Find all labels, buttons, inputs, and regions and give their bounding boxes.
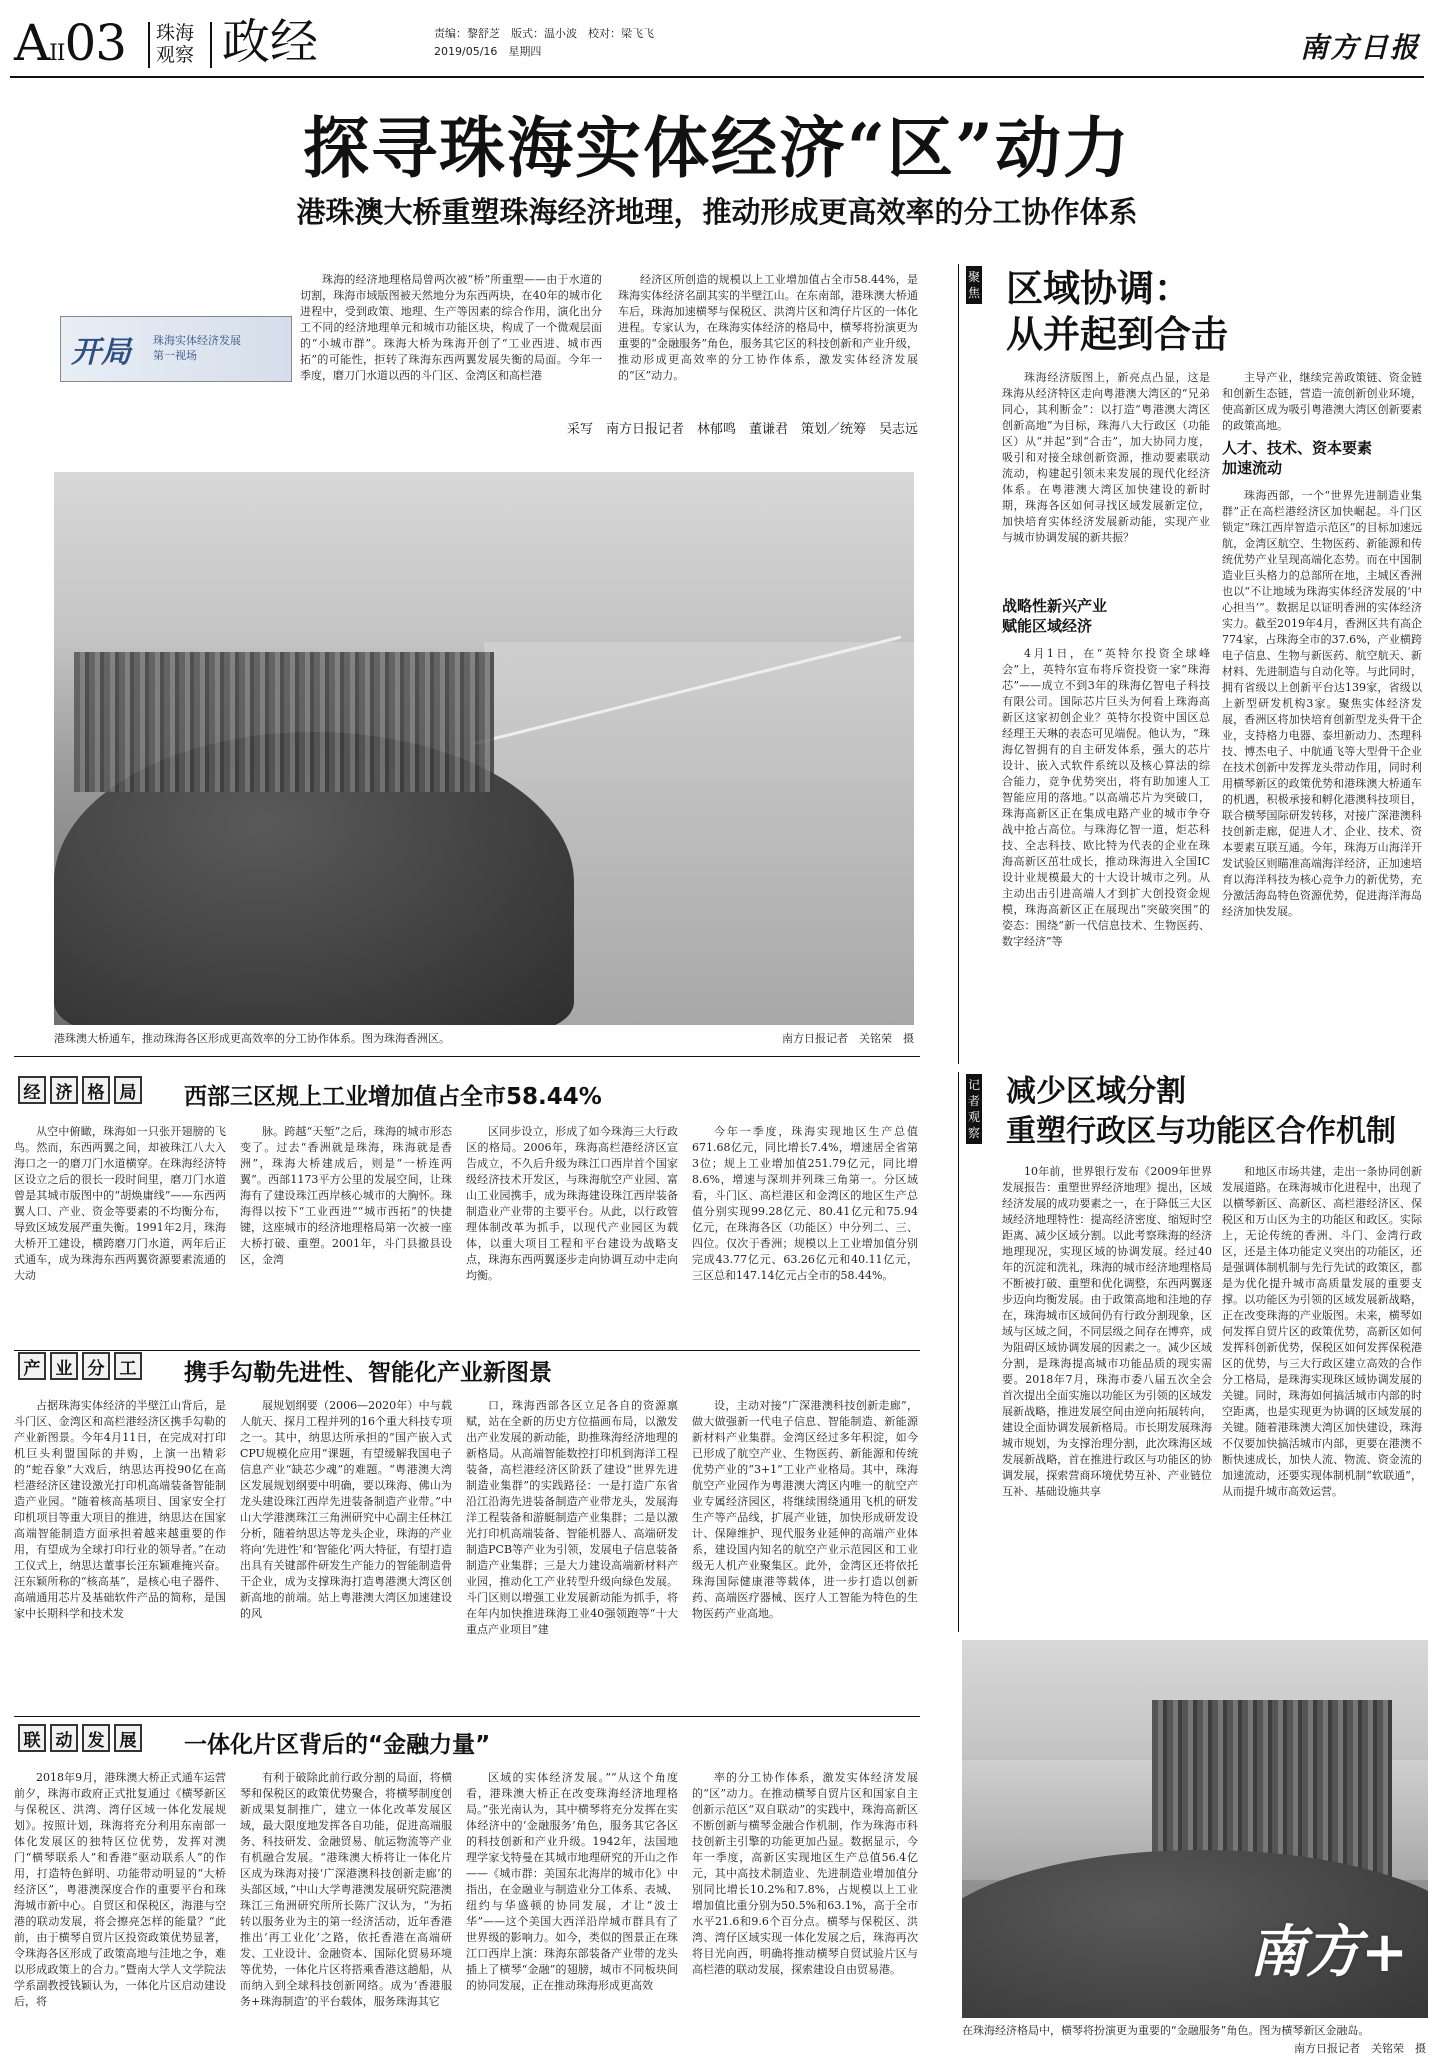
masthead-rule (10, 76, 1424, 78)
article-column: 脉。跨越“天堑”之后，珠海的城市形态变了。过去“香洲就是珠海，珠海就是香洲”，珠海大桥建成后，则是“一桥连两翼”。西部1173平方公里的发展空间，让珠海有了建设珠江西岸核心城市的大胸怀。珠海得以按下“工业西进”“城市西拓”的快捷键，这座城市的经济地理格局第一次被一座大桥打破、重塑。2001年，斗门县撤县设区，金湾 (240, 1125, 452, 1266)
section-rule (14, 1350, 920, 1351)
article-column: 展规划纲要（2006—2020年）中与载人航天、探月工程并列的16个重大科技专项之一。其中，纳思达所承担的“国产嵌入式CPU规模化应用”课题，有望缓解我国电子信息产业“缺芯少魂”的难题。“粤港澳大湾区发展规划纲要中明确，要以珠海、佛山为龙头建设珠江西岸先进装备制造产业带。”中山大学港澳珠江三角洲研究中心副主任林江分析，随着纳思达等龙头企业，珠海的产业将向‘先进性’和‘智能化’两大特征，有望打造出具有关键部件研发生产能力的智能制造骨干企业，成为支撑珠海打造粤港澳大湾区创新高地的前端。站上粤港澳大湾区加速建设的风 (240, 1399, 452, 1620)
article-column: 从空中俯瞰，珠海如一只张开翅膀的飞鸟。然而，东西两翼之间，却被珠江八大入海口之一的磨刀门水道横穿。在珠海经济特区设立之后的很长一段时间里，磨刀门水道曾是其城市版图中的“胡焕庸线”——东西两翼人口、产业、资金等要素的不均衡分布，导致区域发展严重失衡。1991年2月，珠海大桥开工建设，横跨磨刀门水道，两年后正式通车，成为珠海东西两翼资源要素流通的大动 (14, 1125, 226, 1282)
main-photo-caption: 港珠澳大桥通车，推动珠海各区形成更高效率的分工协作体系。图为珠海香洲区。 (54, 1032, 450, 1045)
section-title: 一体化片区背后的“金融力量” (184, 1732, 491, 1758)
sidebar-subhead: 战略性新兴产业 赋能区域经济 (1002, 597, 1108, 635)
sidebar-subhead: 人才、技术、资本要素 加速流动 (1222, 439, 1373, 477)
sidebar-title: 区域协调： 从并起到合击 (1006, 267, 1228, 356)
article-column: 有利于破除此前行政分割的局面，将横琴和保税区的政策优势聚合，将横琴制度创新成果复制推广，建立一体化改革发展区域，最大限度地发挥各自功能，促进高端服务、科技研发、金融贸易、航运物流等产业有机融合发展。“港珠澳大桥将让一体化片区成为珠海对接‘广深港澳科技创新走廊’的头部区域，”中山大学粤港澳发展研究院港澳珠江三角洲研究所所长陈广汉认为，“为拓转以服务业为主的第一经济活动，近年香港推出‘再工业化’之路，依托香港在高端研发、工业设计、金融资本、国际化贸易环境等优势，一体化片区将搭乘香港这趟船，从而纳入到全球科技创新网络。成为‘香港服务+珠海制造’的平台载体，服务珠海其它 (240, 1771, 452, 2008)
editor-credits: 责编：黎舒芝 版式：温小波 校对：梁飞飞 (434, 27, 654, 40)
sidebar-tag: 聚焦 (966, 266, 982, 304)
sidebar-tag: 记者观察 (966, 1074, 982, 1144)
section-rule (14, 1056, 920, 1057)
intro-column: 经济区所创造的规模以上工业增加值占全市58.44%，是珠海实体经济名副其实的半壁江山。在东南部，港珠澳大桥通车后，珠海加速横琴与保税区、洪湾片区和湾仔片区的一体化进程。专家认为，在珠海实体经济的格局中，横琴将扮演更为重要的“金融服务”角色，服务其它区的科技创新和产业升级，推动形成更高效率的分工协作体系，激发实体经济发展的“区”动力。 (618, 273, 918, 382)
newspaper-logo: 南方日报 (1299, 31, 1420, 64)
section-name: 政经 (222, 14, 319, 70)
series-banner-logo: 开局 (71, 335, 131, 370)
subheadline: 港珠澳大桥重塑珠海经济地理，推动形成更高效率的分工协作体系 (296, 195, 1138, 229)
sidebar-column: 珠海经济版图上，新亮点凸显，这是珠海从经济特区走向粤港澳大湾区的“兄弟同心，其利断金”：以打造“粤港澳大湾区创新高地”为目标，珠海八大行政区（功能区）从“并起”到“合击”，加大协同力度，吸引和对接全球创新资源，推动要素联动流动，构建起引领未来发展的现代化经济体系。在粤港澳大湾区加快建设的新时期，珠海各区如何寻找区域发展新定位，加快培育实体经济发展新动能，实现产业与城市协调发展的新共振？ (1002, 371, 1210, 544)
article-column: 今年一季度，珠海实现地区生产总值671.68亿元，同比增长7.4%，增速居全省第3位；规上工业增加值251.79亿元，同比增8.6%，增速与深圳并列珠三角第一。分区域看，斗门区、高栏港区和金湾区的地区生产总值分别实现99.28亿元、80.41亿元和75.94亿元，在珠海各区（功能区）中分列二、三、四位。仅次于香洲；规模以上工业增加值分别完成43.77亿元、63.26亿元和40.11亿元，三区总和147.14亿元占全市的58.44%。 (692, 1125, 918, 1282)
sidebar-column: 10年前，世界银行发布《2009年世界发展报告：重塑世界经济地理》提出，区域经济发展的成功要素之一，在于降低三大区域经济地理特性：提高经济密度、缩短时空距离、减少区域分割。以此考察珠海的经济地理现况，实现区域的协调发展。经过40年的沉淀和洗礼，珠海的城市经济地理格局不断被打破、重塑和优化调整，东西两翼逐步迈向均衡发展。由于政策高地和洼地的存在，珠海城市区域间仍有行政分割现象，区域与区域之间，不同层级之间存在博弈，成为阻碍区域协调发展的因素之一。减少区域分割，是珠海提高城市功能品质的现实需要。2018年7月，珠海市委八届五次全会首次提出全面实施以功能区为引领的区域发展新战略，推进发展空间由逆向拓展转向，建设全面协调发展新格局。市长期发展珠海城市规划，为支撑治理分割，此次珠海区域发展新战略，首在推进行政区与功能区的协调发展，探索营商环境优势互补、产业链位互补、基础设施共享 (1002, 1165, 1212, 1498)
series-banner-label: 珠海实体经济发展 第一视场 (153, 334, 241, 362)
masthead-divider (148, 22, 150, 68)
sidebar-column: 主导产业，继续完善政策链、资金链和创新生态链，营造一流创新创业环境，使高新区成为吸引粤港澳大湾区创新要素的政策高地。 (1222, 371, 1422, 432)
byline: 采写 南方日报记者 林郁鸣 董谦君 策划／统筹 吴志远 (566, 422, 918, 437)
sidebar-column: 4月1日，在“英特尔投资全球峰会”上，英特尔宣布将斥资投资一家“珠海芯”——成立不到3年的珠海亿智电子科技有限公司。国际芯片巨头为何看上珠海高新区这家初创企业？英特尔投资中国区总经理王天琳的表态可见端倪。他认为，“珠海亿智拥有的自主研发体系，强大的芯片设计、嵌入式软件系统以及核心算法的综合能力，竞争优势突出，将有助加速人工智能应用的落地。”以高端芯片为突破口，珠海高新区正在集成电路产业的城市争夺战中抢占高位。与珠海亿智一道，炬芯科技、全志科技、欧比特为代表的企业在珠海高新区茁壮成长，推动珠海进入全国IC设计业规模最大的十大设计城市之列。从主动出击引进高端人才到扩大创投资金规模，珠海高新区正在展现出“突破突围”的姿态：围绕“新一代信息技术、生物医药、数字经济”等 (1002, 647, 1210, 948)
headline: 探寻珠海实体经济“区”动力 (303, 109, 1131, 187)
section-rule (14, 1716, 920, 1717)
section-tag: 产 业 分 工 (18, 1352, 142, 1380)
page-number: AII03 (14, 14, 127, 72)
section-tag: 经 济 格 局 (18, 1076, 142, 1104)
section-tag: 联 动 发 展 (18, 1724, 142, 1752)
article-column: 设，主动对接“广深港澳科技创新走廊”，做大做强新一代电子信息、智能制造、新能源新材料产业集群。金湾区经过多年积淀，如今已形成了航空产业、生物医药、新能源和传统优势产业的“3+1”工业产业格局。其中，珠海航空产业园作为粤港澳大湾区内唯一的航空产业专属经济园区，将继续围绕通用飞机的研发生产等产品线，扩展产业链，加快形成研发设计、保障维护、现代服务业延伸的高端产业体系，建设国内知名的航空产业示范园区和工业级无人机产业聚集区。此外，金湾区还将依托珠海国际健康港等载体，进一步打造以创新药、高端医疗器械、医疗人工智能为特色的生物医药产业高地。 (692, 1399, 918, 1620)
watermark-logo: 南方+ (1249, 1919, 1408, 1985)
sidebar-divider (958, 1072, 959, 1632)
bottom-photo (962, 1640, 1428, 2018)
article-column: 2018年9月，港珠澳大桥正式通车运营前夕，珠海市政府正式批复通过《横琴新区与保税区、洪湾、湾仔区域一体化发展规划》。按照计划，珠海将充分利用东南部一体化发展区的独特区位优势，发挥对澳门“横琴联系人”和香港“驱动联系人”的作用，打造特色鲜明、功能带动明显的“大桥经济区”，粤港澳深度合作的重要平台和珠海城市新中心。自贸区和保税区，海港与空港的联动发展，将会擦亮怎样的能量？“此前，由于横琴自贸片区投资政策优势显著，令珠海各区形成了政策高地与洼地之争，难以形成政策上的合力。”暨南大学人文学院法学系副教授钱颖认为，一体化片区启动建设后，将 (14, 1771, 226, 2008)
article-column: 区域的实体经济发展。”“从这个角度看，港珠澳大桥正在改变珠海经济地理格局。”张光南认为，其中横琴将充分发挥在实体经济中的‘金融服务’角色，服务其它各区的科技创新和产业升级。1942年，法国地理学家戈特曼在其城市地理研究的开山之作——《城市群：美国东北海岸的城市化》中指出，在金融业与制造业分工体系、表城、纽约与华盛顿的协同发展，才让“波士华”——这个美国大西洋沿岸城市群具有了世界级的影响力。如今，类似的图景正在珠江口西岸上演：珠海东部装备产业带的龙头插上了横琴“金融”的翅膀，城市不同板块间的协同发展，正在推动珠海形成更高效 (466, 1771, 678, 1992)
section-title: 西部三区规上工业增加值占全市58.44% (184, 1084, 602, 1110)
bottom-photo-caption: 在珠海经济格局中，横琴将扮演更为重要的“金融服务”角色。图为横琴新区金融岛。 (962, 2024, 1370, 2037)
intro-column: 珠海的经济地理格局曾两次被“桥”所重塑——由于水道的切割，珠海市域版图被天然地分为东西两块，在40年的城市化进程中，受到政策、地理、生产等因素的综合作用，演化出分工不同的经济地理单元和城市功能区块，构成了一个微观层面的“小城市群”。珠海大桥为珠海开创了“工业西进、城市西拓”的可能性，拒转了珠海东西两翼发展失衡的局面。今年一季度，磨刀门水道以西的斗门区、金湾区和高栏港 (300, 273, 602, 382)
sidebar-column: 珠海西部，一个“世界先进制造业集群”正在高栏港经济区加快崛起。斗门区锁定“珠江西岸智造示范区”的目标加速远航，金湾区航空、生物医药、新能源和传统优势产业呈现高端化态势。而在中国制造业巨头格力的总部所在地，主城区香洲也以“不让地域为珠海实体经济发展的‘中心担当’”。数据足以证明香洲的实体经济实力。截至2019年4月，香洲区共有高企774家，占珠海全市的37.6%，产业横跨电子信息、生物与新医药、航空航天、新材料、先进制造与自动化等。与此同时，拥有省级以上创新平台达139家，省级以上新型研发机构3家。聚焦实体经济发展，香洲区将加快培育创新型龙头骨干企业，支持格力电器、泰坦新动力、杰理科技、博杰电子、中航通飞等大型骨干企业在技术创新中发挥龙头带动作用，同时利用横琴新区的政策优势和港珠澳大桥通车的机遇，积极承接和孵化港澳科技项目，联合横琴国际研发转移，对接广深港澳科技创新走廊，促进人才、企业、技术、资本要素互联互通。今年，珠海万山海洋开发试验区则瞄准高端海洋经济，正加速培育以海洋科技为核心竞争力的新优势，充分激活海岛特色资源优势，促进海洋海岛经济加快发展。 (1222, 489, 1422, 918)
main-photo (54, 472, 914, 1025)
article-column: 区同步设立，形成了如今珠海三大行政区的格局。2006年，珠海高栏港经济区宣告成立，不久后升级为珠江口西岸首个国家级经济技术开发区，与珠海航空产业园、富山工业园携手，成为珠海建设珠江西岸装备制造业产业带的主要平台。从此，以行政管理体制改革为抓手，以现代产业园区为载体，以重大项目工程和平台建设为战略支点，珠海东西两翼逐步走向协调互动中走向均衡。 (466, 1125, 678, 1282)
sidebar-title: 减少区域分割 重塑行政区与功能区合作机制 (1006, 1074, 1396, 1149)
issue-date: 2019/05/16 星期四 (434, 45, 542, 58)
main-photo-credit: 南方日报记者 关铭荣 摄 (782, 1032, 914, 1045)
article-column: 占据珠海实体经济的半壁江山背后，是斗门区、金湾区和高栏港经济区携手勾勒的产业新图景。今年4月11日，在完成对打印机巨头利盟国际的并购，上演一出精彩的“蛇吞象”大戏后，纳思达再投90亿在高栏港经济区建设激光打印机高端装备智能制造产业园。“随着核高基项目、国家安全打印机项目等重大项目的推进，纳思达在国家高端智能制造方面承担着越来越重要的作用，有望成为全球打印行业的领导者。”在动工仪式上，纳思达董事长汪东颖难掩兴奋。汪东颖所称的“核高基”，是核心电子器件、高端通用芯片及基础软件产品的简称，是国家中长期科学和技术发 (14, 1399, 226, 1620)
region-label: 珠海 观察 (156, 22, 195, 66)
article-column: 率的分工协作体系，激发实体经济发展的“区”动力。在推动横琴自贸片区和国家自主创新示范区“双自联动”的实践中，珠海高新区不断创新与横琴金融合作机制，作为珠海市科技创新主引擎的功能更加凸显。数据显示，今年一季度，高新区实现地区生产总值56.4亿元，其中高技术制造业、先进制造业增加值分别同比增长10.2%和7.8%，占规模以上工业增加值比重分别为50.5%和63.1%，高于全市水平21.6和9.6个百分点。横琴与保税区、洪湾、湾仔区域实现一体化发展之后，珠海再次将目光向西，明确将推动横琴自贸试验片区与高栏港的联动发展，探索建设自由贸易港。 (692, 1771, 918, 1976)
sidebar-column: 和地区市场共建，走出一条协同创新发展道路。在珠海城市化进程中，出现了以横琴新区、高新区、高栏港经济区、保税区和万山区为主的功能区和政区。实际上，无论传统的香洲、斗门、金湾行政区，还是主体功能定义突出的功能区，还是强调体制机制与先行先试的政策区，都是为优化提升城市高质量发展的重要支撑。以功能区为引领的区域发展新战略，正在改变珠海的产业版图。未来，横琴如何发挥自贸片区的政策优势，高新区如何发挥科创新优势，保税区如何发挥保税港区的优势，与三大行政区建立高效的合作分工格局，是珠海实现珠区域协调发展的关键。同时，珠海如何搞活城市内部的时空距离，也是实现更为协调的区域发展的关键。随着港珠澳大湾区加快建设，珠海不仅要加快搞活城市内部，更要在港澳不断快速成长，加快人流、物流、资金流的加速流动，还要实现体制机制“软联通”，从而提升城市高效运营。 (1222, 1165, 1422, 1498)
sidebar-divider (958, 264, 959, 1064)
photo-city (74, 652, 494, 792)
masthead-divider (210, 22, 212, 68)
article-column: 口，珠海西部各区立足各自的资源禀赋，站在全新的历史方位描画布局，以激发出产业发展的新动能，助推珠海经济地理的新格局。从高端智能数控打印机到海洋工程装备，高栏港经济区阶跃了建设“世界先进制造业集群”的实践路径：一是打造广东省沿江沿海先进装备制造产业带龙头，发展海洋工程装备和游艇制造产业集群；二是以激光打印机高端装备、智能机器人、高端研发制造PCB等产业为引领，发展电子信息装备制造产业集群；三是大力建设高端新材料产业园，推动化工产业转型升级向绿色发展。斗门区则以增强工业发展新动能为抓手，将在年内加快推进珠海工业40强领跑等“十大重点产业项目”建 (466, 1399, 678, 1636)
section-title: 携手勾勒先进性、智能化产业新图景 (184, 1360, 552, 1386)
series-banner (60, 316, 292, 382)
bottom-photo-credit: 南方日报记者 关铭荣 摄 (1294, 2042, 1426, 2055)
